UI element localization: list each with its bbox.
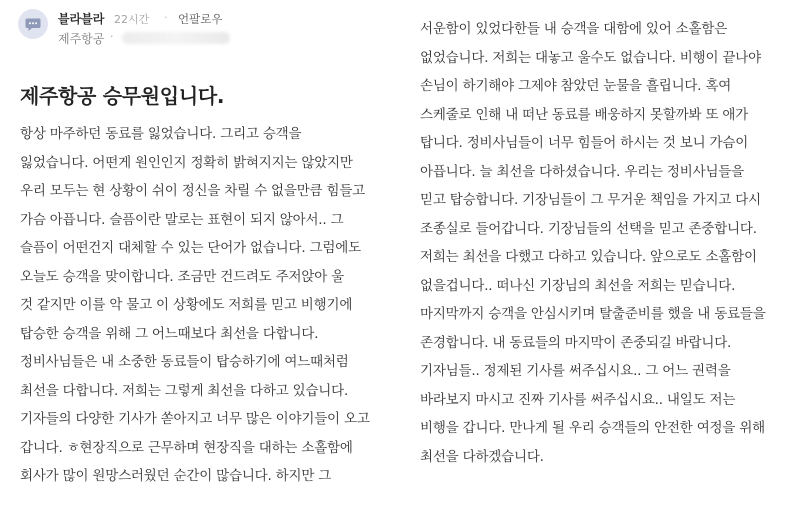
body-line: 가슴 아픕니다. 슬픔이란 말로는 표현이 되지 않아서.. 그	[20, 211, 344, 228]
body-line: 최선을 다하겠습니다.	[420, 448, 544, 465]
unfollow-button[interactable]: 언팔로우	[178, 12, 223, 26]
body-line: 존경합니다. 내 동료들의 마지막이 존중되길 바랍니다.	[420, 334, 732, 351]
post-title: 제주항공 승무원입니다.	[20, 84, 225, 108]
body-line: 마지막까지 승객을 안심시키며 탈출준비를 했을 내 동료들을	[420, 306, 766, 322]
avatar[interactable]	[18, 9, 48, 39]
body-line: 갑니다. ㅎ현장직으로 근무하며 현장직을 대하는 소홀함에	[20, 439, 353, 456]
body-line: 최선을 다합니다. 저희는 그렇게 최선을 다하고 있습니다.	[20, 382, 349, 399]
separator: ·	[164, 11, 168, 24]
body-line: 바라보지 마시고 진짜 기사를 써주십시요.. 내일도 저는	[420, 391, 736, 408]
body-line: 슬픔이 어떤건지 대체할 수 있는 단어가 없습니다. 그럼에도	[20, 240, 361, 256]
body-line: 정비사님들은 내 소중한 동료들이 탑승하기에 여느때처럼	[20, 354, 349, 370]
body-line: 탑승한 승객을 위해 그 어느때보다 최선을 다합니다.	[20, 325, 319, 342]
post-time: 22시간	[114, 13, 150, 26]
post-body-left-column	[20, 120, 400, 491]
body-line: 손님이 하기해야 그제야 참았던 눈물을 흘립니다. 혹여	[420, 78, 732, 94]
post-body-right-column	[420, 15, 792, 471]
chat-bubble-icon	[24, 15, 42, 33]
blurred-author-detail	[122, 32, 230, 44]
body-line: 스케줄로 인해 내 떠난 동료를 배웅하지 못할까봐 또 애가	[420, 106, 749, 123]
separator-dot: ·	[110, 30, 114, 43]
body-line: 없었습니다. 저희는 대놓고 울수도 없습니다. 비행이 끝나야	[420, 49, 761, 66]
company-name[interactable]: 제주항공	[58, 32, 105, 46]
body-line: 회사가 많이 원망스러웠던 순간이 많습니다. 하지만 그	[20, 468, 332, 484]
body-line: 서운함이 있었다한들 내 승객을 대함에 있어 소홀함은	[420, 21, 728, 37]
body-line: 믿고 탑승합니다. 기장님들이 그 무거운 책임을 가지고 다시	[420, 192, 761, 208]
body-line: 우리 모두는 현 상황이 쉬이 정신을 차릴 수 없을만큼 힘들고	[20, 183, 366, 199]
body-line: 아픕니다. 늘 최선을 다하셨습니다. 우리는 정비사님들을	[420, 163, 744, 180]
body-line: 잃었습니다. 어떤게 원인인지 정확히 밝혀지지는 않았지만	[20, 154, 353, 171]
body-line: 저희는 최선을 다했고 다하고 있습니다. 앞으로도 소홀함이	[420, 249, 757, 265]
body-line: 오늘도 승객을 맞이합니다. 조금만 건드려도 주저앉아 울	[20, 268, 344, 285]
author-name[interactable]: 블라블라	[58, 12, 105, 26]
body-line: 없을겁니다.. 떠나신 기장님의 최선을 저희는 믿습니다.	[420, 277, 736, 294]
body-line: 탑니다. 정비사님들이 너무 힘들어 하시는 것 보니 가슴이	[420, 135, 749, 151]
body-line: 기자님들.. 정제된 기사를 써주십시요.. 그 어느 권력을	[420, 363, 731, 379]
body-line: 비행을 갑니다. 만나게 될 우리 승객들의 안전한 여정을 위해	[420, 420, 766, 436]
body-line: 기자들의 다양한 기사가 쏟아지고 너무 많은 이야기들이 오고	[20, 411, 370, 427]
post-header	[18, 8, 388, 48]
body-line: 항상 마주하던 동료를 잃었습니다. 그리고 승객을	[20, 126, 302, 142]
body-line: 것 같지만 이를 악 물고 이 상황에도 저희를 믿고 비행기에	[20, 297, 353, 313]
body-line: 조종실로 들어갑니다. 기장님들의 선택을 믿고 존중합니다.	[420, 220, 757, 237]
